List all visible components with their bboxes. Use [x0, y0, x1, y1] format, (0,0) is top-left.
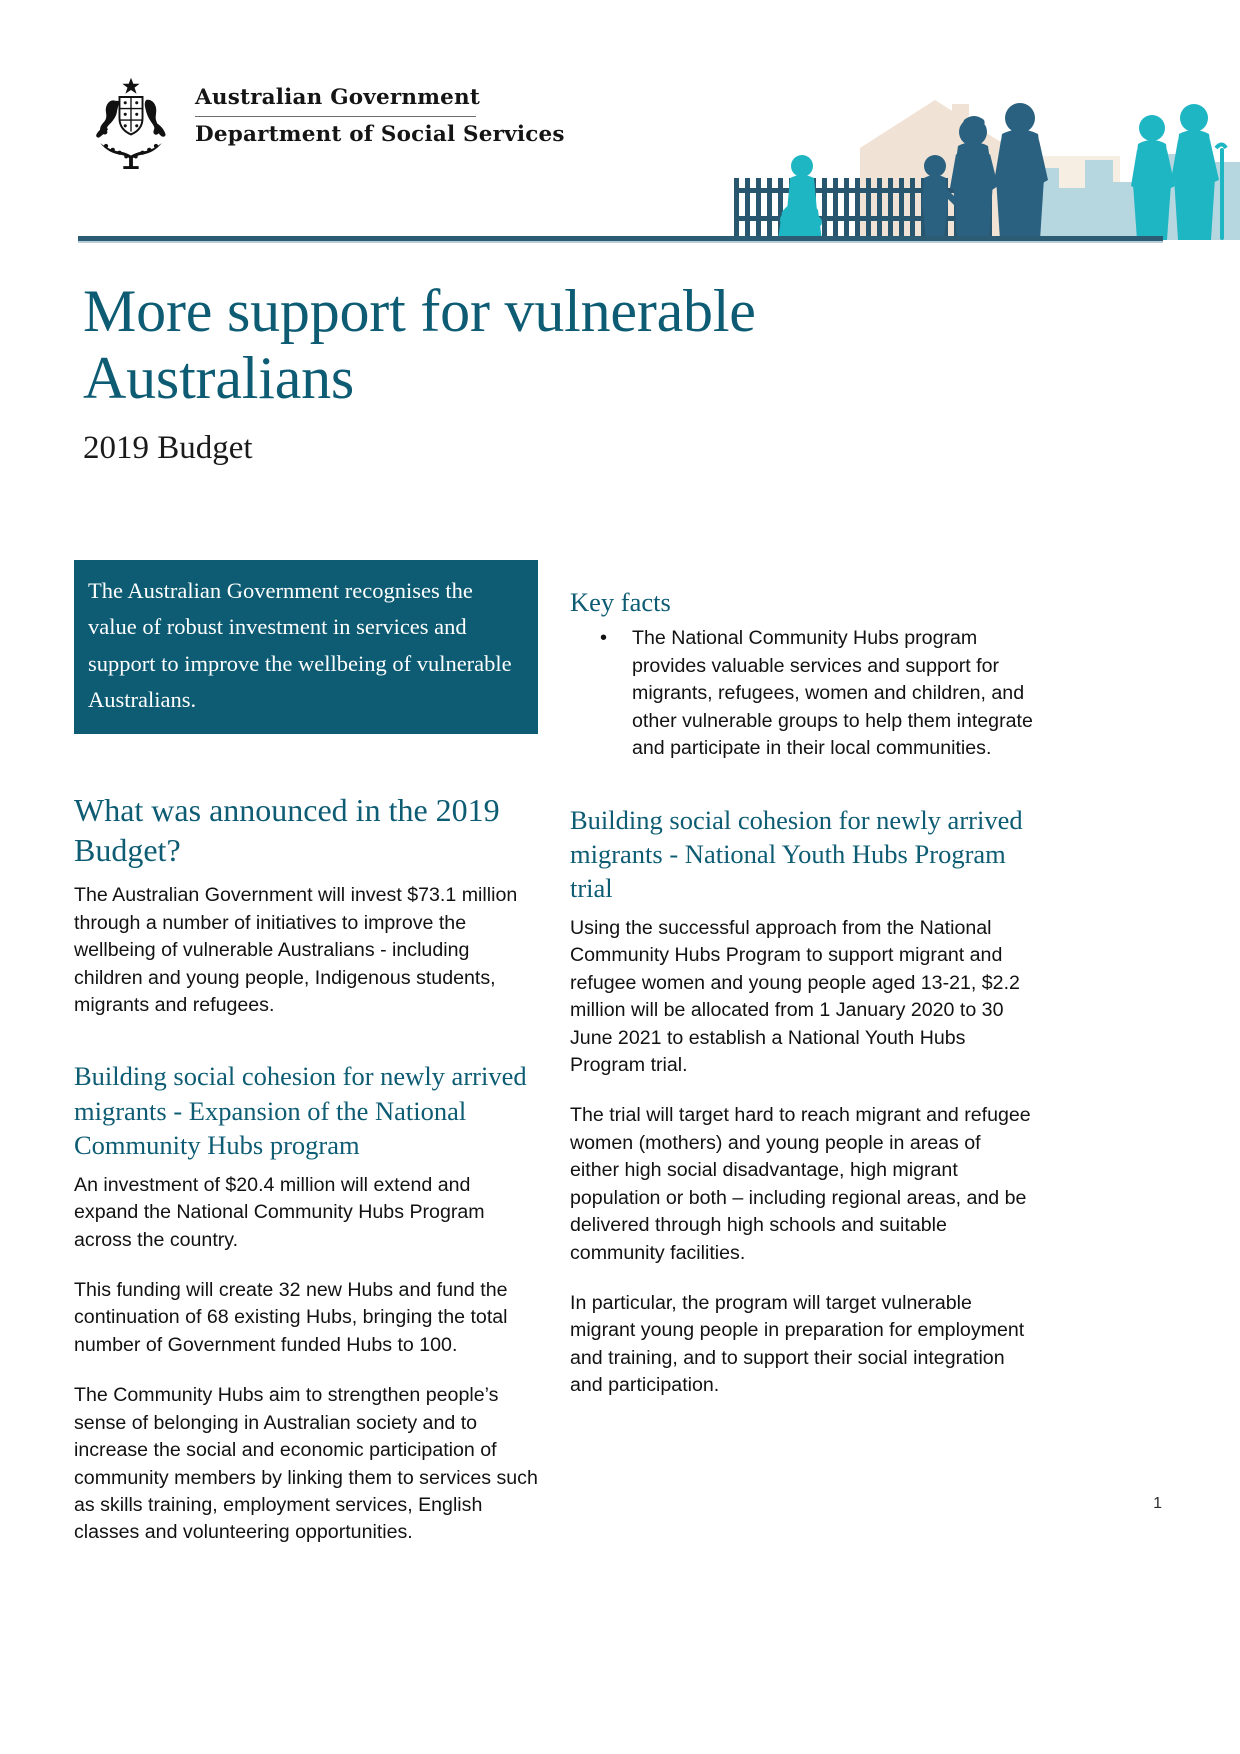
left-paragraph-investment: The Australian Government will invest $73.1 million through a number of initiatives to improve the wellbeing of vulnerable Australians - including children and young people, Indigenous students, migrants and refugees.	[74, 884, 518, 1017]
wordmark-divider	[195, 116, 476, 118]
key-facts-heading: Key facts	[570, 587, 671, 617]
family-silhouettes-banner-illustration	[720, 70, 1240, 240]
list-item: • The National Community Hubs program provides valuable services and support for migrants, refugees, women and children, and other vulnerable groups to help them integrate and participate in their local communities.	[632, 625, 1035, 762]
callout-text: The Australian Government recognises the value of robust investment in services and support to improve the wellbeing of vulnerable Australians.	[88, 578, 512, 713]
page-title: More support for vulnerable Australians	[83, 278, 756, 412]
right-paragraph-trial-target: The trial will target hard to reach migrant and refugee women (mothers) and young people in areas of either high social disadvantage, high migrant population or both – including regional areas, and be delivered through high schools and suitable community facilities.	[570, 1104, 1031, 1264]
left-heading-announced: What was announced in the 2019 Budget?	[74, 791, 500, 869]
child-in-garden-shape	[778, 155, 822, 240]
page-header	[0, 0, 1240, 250]
header-divider-rule-light	[78, 241, 1163, 243]
department-label: Department of Social Services	[195, 122, 565, 148]
government-branding	[83, 72, 565, 170]
page-subtitle: 2019 Budget	[83, 430, 253, 467]
man-figure-shape	[994, 103, 1048, 240]
right-paragraph-approach: Using the successful approach from the National Community Hubs Program to support migrant and refugee women and young people aged 13-21, $2.2 million will be allocated from 1 January 2020 to 30 June 2021 to establish a National Youth Hubs Program trial.	[570, 916, 1020, 1076]
australian-government-label: Australian Government	[195, 85, 481, 110]
right-column	[570, 585, 1035, 1400]
title-block	[83, 278, 983, 467]
right-heading-youth-hubs: Building social cohesion for newly arrived migrants - National Youth Hubs Program trial	[570, 804, 1023, 904]
left-heading-community-hubs: Building social cohesion for newly arrived migrants - Expansion of the National Community Hubs program	[74, 1061, 527, 1161]
right-paragraph-program-focus: In particular, the program will target vulnerable migrant young people in preparation for employment and training, and to support their social integration and participation.	[570, 1291, 1025, 1397]
commonwealth-coat-of-arms-icon	[83, 72, 179, 170]
page-number: 1	[1153, 1495, 1162, 1512]
left-paragraph-investment-amount: An investment of $20.4 million will extend and expand the National Community Hubs Program across the country.	[74, 1173, 485, 1251]
left-paragraph-hub-aims: The Community Hubs aim to strengthen people’s sense of belonging in Australian society and to increase the social and economic participation of community members by linking them to services such as skills training, employment services, English classes and volunteering opportunities.	[74, 1384, 538, 1544]
key-facts-list	[570, 625, 1035, 762]
government-wordmark	[195, 72, 565, 148]
callout-box	[74, 560, 538, 734]
left-column	[74, 560, 539, 1547]
left-paragraph-new-hubs: This funding will create 32 new Hubs and fund the continuation of 68 existing Hubs, bringing the total number of Government funded Hubs to 100.	[74, 1279, 508, 1356]
